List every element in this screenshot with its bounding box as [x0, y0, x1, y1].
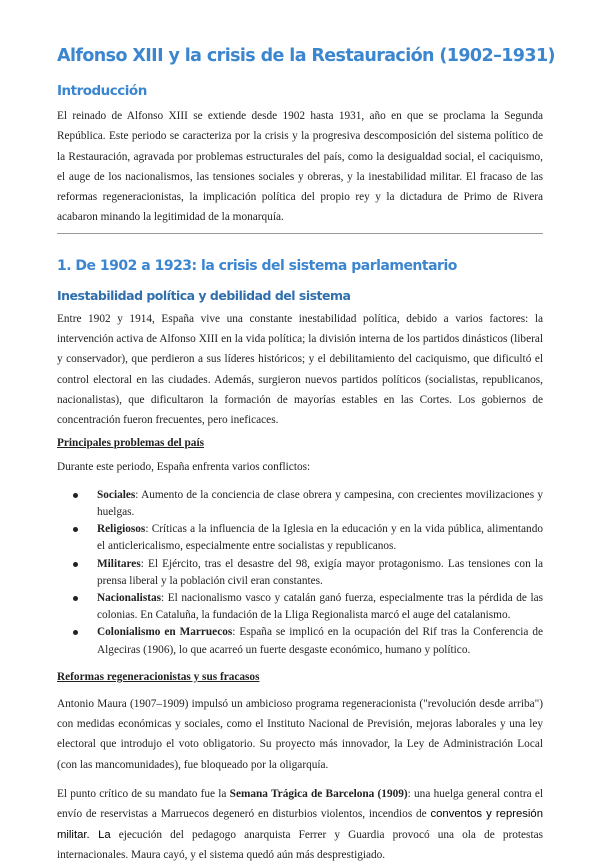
item-term: Militares [97, 557, 141, 570]
intro-paragraph: El reinado de Alfonso XIII se extiende desde 1902 hasta 1931, año en que se proclama la Segunda República. Este periodo se caracteriza por la crisis y la progresiva descomposición del sistema político de la Restauración, agravada por problemas estructurales del país, como la desigualdad social, el caciquismo, el auge de los nacionalismos, las tensiones sociales y obreras, y la inestabilidad militar. El fracaso de las reformas regeneracionistas, la implicación política del propio rey y la dictadura de Primo de Rivera acabaron minando la legitimidad de la monarquía. [57, 110, 543, 224]
divider [57, 233, 543, 234]
problems-intro: Durante este periodo, España enfrenta varios conflictos: [57, 460, 311, 473]
bullet-icon [73, 596, 78, 601]
reforms-heading: Reformas regeneracionistas y sus fracasos [57, 670, 260, 683]
bullet-icon [73, 630, 78, 635]
list-item [97, 521, 543, 555]
list-item [97, 556, 543, 590]
item-text: : Críticas a la influencia de la Iglesia en la educación y en la vida pública, alimentando el anticlericalismo, especialmente entre socialistas y republicanos. [97, 523, 543, 553]
bullet-icon [73, 493, 78, 498]
item-text: : Aumento de la conciencia de clase obrera y campesina, con crecientes movilizaciones y huelgas. [97, 488, 543, 519]
item-text: : El nacionalismo vasco y catalán ganó fuerza, especialmente tras la pérdida de las colonias. En Cataluña, la fundación de la Lliga Regionalista marcó el auge del catalanismo. [97, 592, 543, 622]
text-run: El punto crítico de su mandato fue la [57, 788, 230, 801]
document-title: Alfonso XIII y la crisis de la Restauración (1902–1931) [57, 46, 555, 66]
semana-tragica-paragraph [57, 784, 543, 865]
text-run: : una huelga general contra el envío de reservistas a Marruecos degeneró en disturbios violentos, incendios de [57, 788, 543, 821]
bullet-icon [73, 562, 78, 567]
item-term: Religiosos [97, 523, 146, 536]
section-heading: 1. De 1902 a 1923: la crisis del sistema parlamentario [57, 257, 457, 274]
intro-heading: Introducción [57, 83, 147, 99]
problems-list [57, 487, 543, 659]
item-text: : El Ejército, tras el desastre del 98, exigía mayor protagonismo. Las tensiones con la prensa liberal y la población civil eran constantes. [97, 557, 543, 587]
item-term: Colonialismo en Marruecos [97, 626, 233, 639]
reforms-paragraph: Antonio Maura (1907–1909) impulsó un ambicioso programa regeneracionista ("revolución desde arriba") con medidas económicas y sociales, como el Instituto Nacional de Previsión, mejoras laborales y una ley electoral que introdujo el voto obligatorio. Su proyecto más innovador, la Ley de Administración Local (con las mancomunidades), fue bloqueado por la oligarquía. [57, 697, 543, 771]
bullet-icon [73, 527, 78, 532]
item-term: Nacionalistas [97, 592, 162, 605]
item-text: : España se implicó en la ocupación del Rif tras la Conferencia de Algeciras (1906), lo que acarreó un fuerte desgaste económico, humano y político. [97, 626, 543, 656]
item-term: Sociales [97, 488, 136, 501]
list-item [97, 624, 543, 658]
subsection-heading: Inestabilidad política y debilidad del sistema [57, 287, 351, 303]
list-item [97, 487, 543, 521]
instability-paragraph: Entre 1902 y 1914, España vive una constante inestabilidad política, debido a varios factores: la intervención activa de Alfonso XIII en la vida política; la división interna de los partidos dinásticos (liberal y conservador), que perdieron a sus líderes históricos; y el debilitamiento del caciquismo, que dificultó el control electoral en las ciudades. Además, surgieron nuevos partidos políticos (socialistas, republicanos, nacionalistas), que dificultaron la formación de mayorías estables en las Cortes. Los gobiernos de concentración fueron frecuentes, pero ineficaces. [57, 312, 543, 427]
list-item [97, 590, 543, 624]
document-page [57, 0, 555, 865]
semana-tragica-bold: Semana Trágica de Barcelona (1909) [229, 788, 408, 801]
text-run: ejecución del pedagogo anarquista Ferrer y Guardia provocó una ola de protestas internacionales. Maura cayó, y el sistema quedó aún más desprestigiado. [57, 828, 543, 861]
text-run-sans: conventos y represión militar. La [57, 808, 543, 841]
problems-heading: Principales problemas del país [57, 436, 204, 449]
